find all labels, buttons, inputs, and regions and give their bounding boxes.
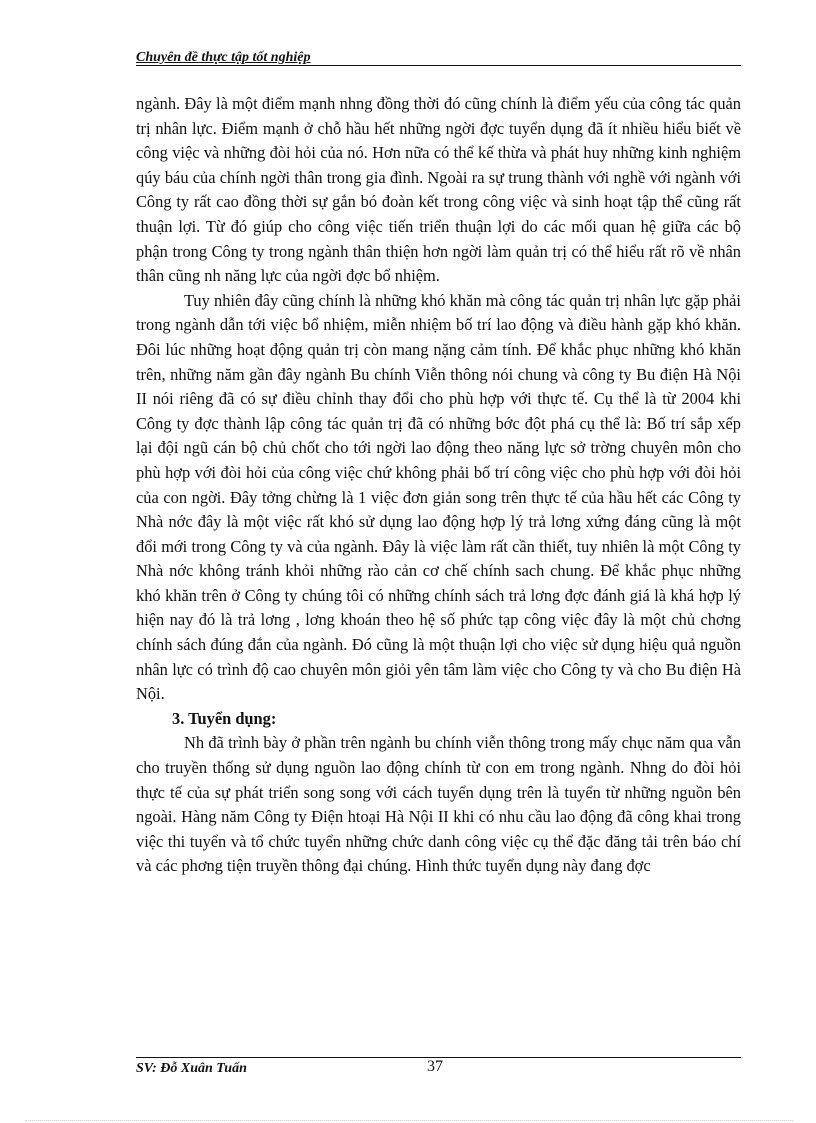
running-header: Chuyên đề thực tập tốt nghiệp	[136, 50, 311, 65]
paragraph-1: ngành. Đây là một điểm mạnh nhng đồng thời đó cũng chính là điểm yếu của công tác quản trị nhân lực. Điểm mạnh ở chỗ hầu hết những ngời đợc tuyển dụng đã ít nhiều hiểu biết về công việc và những đòi hỏi của nó. Hơn nữa có thể kế thừa và phát huy những kinh nghiệm qúy báu của chính ngời thân trong gia đình. Ngoài ra sự trung thành với nghề với ngành với Công ty rất cao đồng thời sự gắn bó đoàn kết trong công việc và sinh hoạt tập thể cũng rất thuận lợi. Từ đó giúp cho công việc tiến triển thuận lợi do các mối quan hệ giữa các bộ phận trong Công ty trong ngành thân thiện hơn ngời làm quản trị có thể hiểu rất rõ về nhân thân cũng nh năng lực của ngời đợc bổ nhiệm.	[136, 94, 741, 286]
paragraph-2: Tuy nhiên đây cũng chính là những khó khăn mà công tác quản trị nhân lực gặp phải trong ngành dẫn tới việc bổ nhiệm, miễn nhiệm bố trí lao động và điều hành gặp khó khăn. Đôi lúc những hoạt động quản trị còn mang nặng cảm tính. Để khắc phục những khó khăn trên, những năm gần đây ngành Bu chính Viễn thông nói chung và công ty Bu điện Hà Nội II nói riêng đã có sự điều chỉnh thay đổi cho phù hợp với thực tế. Cụ thể là từ 2004 khi Công ty đợc thành lập công tác quản trị đã có những bớc đột phá cụ thể là: Bố trí sắp xếp lại đội ngũ cán bộ chủ chốt cho tới ngời lao động theo năng lực sở trờng chuyên môn cho phù hợp với đòi hỏi của công việc chứ không phải bố trí công việc cho phù hợp với đòi hỏi của con ngời. Đây tởng chừng là 1 việc đơn giản song trên thực tế của hầu hết các Công ty Nhà nớc đây là một việc rất khó sử dụng lao động hợp lý trả lơng xứng đáng cũng là một đổi mới trong Công ty và của ngành. Đây là việc làm rất cần thiết, tuy nhiên là một Công ty Nhà nớc không tránh khỏi những rào cản cơ chế chính sach chung. Để khắc phục những khó khăn trên ở Công ty chúng tôi có những chính sách trả lơng đợc đánh giá là khá hợp lý hiện nay đó là trả lơng , lơng khoán theo hệ số phức tạp công việc đây là một chủ chơng chính sách đúng đắn của ngành. Đó cũng là một thuận lợi cho việc sử dụng hiệu quả nguồn nhân lực có trình độ cao chuyên môn giỏi yên tâm làm việc cho Công ty và cho Bu điện Hà Nội.	[136, 290, 741, 704]
header-rule	[136, 65, 741, 66]
body-text	[136, 92, 741, 879]
page-number: 37	[427, 1058, 443, 1075]
paragraph-3: Nh đã trình bày ở phần trên ngành bu chính viễn thông trong mấy chục năm qua vẫn cho truyền thống sử dụng nguồn lao động chính từ con em trong ngành. Nhng do đòi hỏi thực tế của sự phát triển song song với cách tuyển dụng trên là tuyển từ những nguồn bên ngoài. Hàng năm Công ty Điện htoại Hà Nội II khi có nhu cầu lao động đã công khai trong việc thi tuyển và tổ chức tuyển những chức danh công việc cụ thể đặc đăng tải trên báo chí và các phơng tiện truyền thông đại chúng. Hình thức tuyển dụng này đang đợc	[136, 733, 741, 876]
footer-author: SV: Đỗ Xuân Tuấn	[136, 1061, 247, 1076]
page-edge-dots	[25, 1120, 793, 1121]
section-heading: 3. Tuyển dụng:	[172, 708, 277, 728]
